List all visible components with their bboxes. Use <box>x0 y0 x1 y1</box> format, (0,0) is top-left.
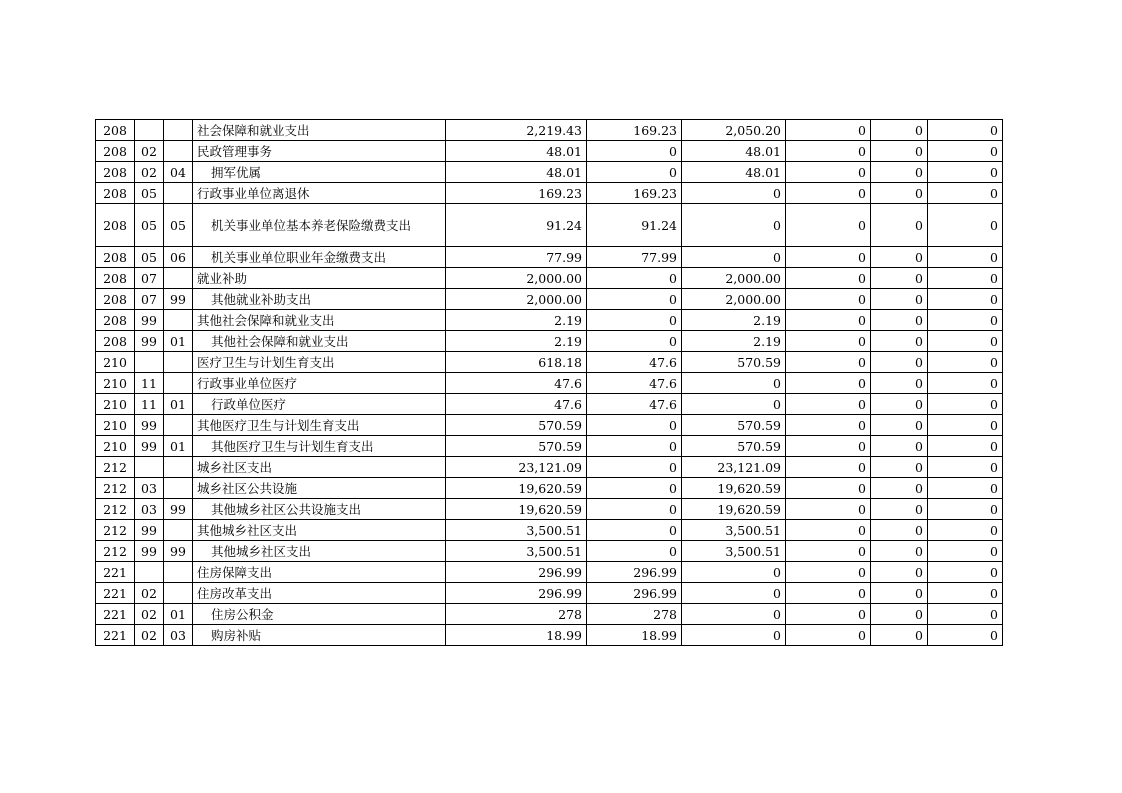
subject-name-text: 其他就业补助支出 <box>211 291 312 307</box>
amount-cell-6: 0 <box>928 247 1003 268</box>
amount-cell-4: 0 <box>786 604 871 625</box>
basic-expenditure-cell: 0 <box>587 478 682 499</box>
basic-expenditure-cell: 0 <box>587 520 682 541</box>
item-code-cell <box>164 268 193 289</box>
item-code-cell <box>164 583 193 604</box>
amount-cell-4: 0 <box>786 583 871 604</box>
total-amount-cell: 2,000.00 <box>446 268 587 289</box>
item-code-cell <box>164 373 193 394</box>
table-row <box>96 310 1003 331</box>
amount-cell-4: 0 <box>786 183 871 204</box>
amount-cell-4: 0 <box>786 310 871 331</box>
amount-cell-5: 0 <box>871 541 928 562</box>
amount-cell-6: 0 <box>928 457 1003 478</box>
basic-expenditure-cell: 0 <box>587 162 682 183</box>
basic-expenditure-cell: 278 <box>587 604 682 625</box>
total-amount-cell: 296.99 <box>446 562 587 583</box>
item-code-cell <box>164 478 193 499</box>
section-code-cell: 99 <box>135 310 164 331</box>
class-code-cell: 208 <box>96 183 135 204</box>
subject-name-cell <box>193 583 446 604</box>
section-code-cell: 05 <box>135 183 164 204</box>
subject-name-text: 其他城乡社区公共设施支出 <box>211 501 362 517</box>
subject-name-cell <box>193 141 446 162</box>
amount-cell-6: 0 <box>928 436 1003 457</box>
class-code-cell: 208 <box>96 289 135 310</box>
class-code-cell: 221 <box>96 604 135 625</box>
class-code-cell: 212 <box>96 520 135 541</box>
total-amount-cell: 23,121.09 <box>446 457 587 478</box>
basic-expenditure-cell: 47.6 <box>587 352 682 373</box>
total-amount-cell: 19,620.59 <box>446 499 587 520</box>
item-code-cell <box>164 183 193 204</box>
subject-name-text: 其他医疗卫生与计划生育支出 <box>211 438 374 454</box>
amount-cell-6: 0 <box>928 310 1003 331</box>
class-code-cell: 208 <box>96 268 135 289</box>
section-code-cell: 02 <box>135 141 164 162</box>
project-expenditure-cell: 570.59 <box>682 436 786 457</box>
table-row <box>96 625 1003 646</box>
project-expenditure-cell: 3,500.51 <box>682 520 786 541</box>
item-code-cell: 99 <box>164 499 193 520</box>
amount-cell-5: 0 <box>871 604 928 625</box>
section-code-cell: 99 <box>135 520 164 541</box>
amount-cell-4: 0 <box>786 394 871 415</box>
project-expenditure-cell: 0 <box>682 394 786 415</box>
total-amount-cell: 278 <box>446 604 587 625</box>
project-expenditure-cell: 0 <box>682 625 786 646</box>
item-code-cell <box>164 352 193 373</box>
subject-name-cell <box>193 520 446 541</box>
amount-cell-6: 0 <box>928 583 1003 604</box>
amount-cell-4: 0 <box>786 625 871 646</box>
subject-name-text: 社会保障和就业支出 <box>197 122 310 138</box>
amount-cell-6: 0 <box>928 120 1003 141</box>
basic-expenditure-cell: 0 <box>587 415 682 436</box>
amount-cell-4: 0 <box>786 268 871 289</box>
subject-name-cell <box>193 478 446 499</box>
total-amount-cell: 2,000.00 <box>446 289 587 310</box>
table-row <box>96 436 1003 457</box>
section-code-cell: 99 <box>135 541 164 562</box>
amount-cell-5: 0 <box>871 204 928 247</box>
section-code-cell: 07 <box>135 289 164 310</box>
project-expenditure-cell: 0 <box>682 183 786 204</box>
subject-name-cell <box>193 120 446 141</box>
section-code-cell: 11 <box>135 373 164 394</box>
amount-cell-5: 0 <box>871 141 928 162</box>
subject-name-text: 其他医疗卫生与计划生育支出 <box>197 417 360 433</box>
section-code-cell: 05 <box>135 247 164 268</box>
subject-name-cell <box>193 499 446 520</box>
total-amount-cell: 169.23 <box>446 183 587 204</box>
class-code-cell: 208 <box>96 331 135 352</box>
section-code-cell <box>135 457 164 478</box>
basic-expenditure-cell: 0 <box>587 268 682 289</box>
subject-name-text: 民政管理事务 <box>197 143 273 159</box>
subject-name-cell <box>193 204 446 247</box>
item-code-cell: 99 <box>164 289 193 310</box>
table-row <box>96 373 1003 394</box>
table-row <box>96 183 1003 204</box>
class-code-cell: 208 <box>96 247 135 268</box>
basic-expenditure-cell: 77.99 <box>587 247 682 268</box>
item-code-cell: 01 <box>164 604 193 625</box>
section-code-cell: 07 <box>135 268 164 289</box>
class-code-cell: 210 <box>96 352 135 373</box>
amount-cell-5: 0 <box>871 436 928 457</box>
subject-name-text: 住房改革支出 <box>197 585 273 601</box>
section-code-cell: 02 <box>135 162 164 183</box>
total-amount-cell: 48.01 <box>446 162 587 183</box>
section-code-cell: 02 <box>135 583 164 604</box>
subject-name-cell <box>193 268 446 289</box>
project-expenditure-cell: 570.59 <box>682 352 786 373</box>
subject-name-text: 购房补贴 <box>211 627 262 643</box>
basic-expenditure-cell: 18.99 <box>587 625 682 646</box>
project-expenditure-cell: 3,500.51 <box>682 541 786 562</box>
subject-name-text: 机关事业单位职业年金缴费支出 <box>211 249 387 265</box>
table-row <box>96 120 1003 141</box>
table-row <box>96 162 1003 183</box>
project-expenditure-cell: 23,121.09 <box>682 457 786 478</box>
basic-expenditure-cell: 169.23 <box>587 120 682 141</box>
amount-cell-4: 0 <box>786 141 871 162</box>
table-row <box>96 520 1003 541</box>
amount-cell-4: 0 <box>786 247 871 268</box>
subject-name-text: 就业补助 <box>197 270 248 286</box>
total-amount-cell: 91.24 <box>446 204 587 247</box>
class-code-cell: 221 <box>96 625 135 646</box>
amount-cell-4: 0 <box>786 289 871 310</box>
project-expenditure-cell: 2.19 <box>682 310 786 331</box>
subject-name-text: 其他城乡社区支出 <box>197 522 298 538</box>
item-code-cell <box>164 141 193 162</box>
basic-expenditure-cell: 0 <box>587 457 682 478</box>
item-code-cell: 03 <box>164 625 193 646</box>
total-amount-cell: 2.19 <box>446 331 587 352</box>
amount-cell-5: 0 <box>871 268 928 289</box>
table-row <box>96 204 1003 247</box>
item-code-cell: 05 <box>164 204 193 247</box>
amount-cell-5: 0 <box>871 162 928 183</box>
basic-expenditure-cell: 91.24 <box>587 204 682 247</box>
project-expenditure-cell: 2,000.00 <box>682 289 786 310</box>
project-expenditure-cell: 0 <box>682 247 786 268</box>
class-code-cell: 221 <box>96 562 135 583</box>
item-code-cell <box>164 310 193 331</box>
item-code-cell: 01 <box>164 331 193 352</box>
subject-name-cell <box>193 373 446 394</box>
amount-cell-6: 0 <box>928 394 1003 415</box>
table-row <box>96 604 1003 625</box>
amount-cell-6: 0 <box>928 204 1003 247</box>
project-expenditure-cell: 0 <box>682 583 786 604</box>
amount-cell-6: 0 <box>928 625 1003 646</box>
amount-cell-5: 0 <box>871 352 928 373</box>
amount-cell-5: 0 <box>871 331 928 352</box>
amount-cell-5: 0 <box>871 562 928 583</box>
table-row <box>96 268 1003 289</box>
subject-name-cell <box>193 394 446 415</box>
total-amount-cell: 296.99 <box>446 583 587 604</box>
class-code-cell: 208 <box>96 310 135 331</box>
basic-expenditure-cell: 0 <box>587 499 682 520</box>
item-code-cell: 01 <box>164 436 193 457</box>
subject-name-cell <box>193 247 446 268</box>
class-code-cell: 210 <box>96 415 135 436</box>
budget-expenditure-table <box>95 119 1003 646</box>
item-code-cell <box>164 120 193 141</box>
total-amount-cell: 48.01 <box>446 141 587 162</box>
total-amount-cell: 77.99 <box>446 247 587 268</box>
table-row <box>96 394 1003 415</box>
subject-name-text: 行政单位医疗 <box>211 396 287 412</box>
section-code-cell: 99 <box>135 415 164 436</box>
amount-cell-4: 0 <box>786 331 871 352</box>
total-amount-cell: 3,500.51 <box>446 520 587 541</box>
total-amount-cell: 18.99 <box>446 625 587 646</box>
project-expenditure-cell: 0 <box>682 562 786 583</box>
class-code-cell: 212 <box>96 541 135 562</box>
subject-name-cell <box>193 289 446 310</box>
amount-cell-4: 0 <box>786 352 871 373</box>
total-amount-cell: 47.6 <box>446 373 587 394</box>
total-amount-cell: 47.6 <box>446 394 587 415</box>
table-row <box>96 499 1003 520</box>
amount-cell-5: 0 <box>871 499 928 520</box>
basic-expenditure-cell: 0 <box>587 141 682 162</box>
amount-cell-5: 0 <box>871 183 928 204</box>
amount-cell-5: 0 <box>871 310 928 331</box>
basic-expenditure-cell: 0 <box>587 310 682 331</box>
project-expenditure-cell: 2,000.00 <box>682 268 786 289</box>
subject-name-cell <box>193 162 446 183</box>
class-code-cell: 212 <box>96 478 135 499</box>
amount-cell-5: 0 <box>871 583 928 604</box>
item-code-cell: 01 <box>164 394 193 415</box>
amount-cell-6: 0 <box>928 541 1003 562</box>
project-expenditure-cell: 570.59 <box>682 415 786 436</box>
project-expenditure-cell: 2.19 <box>682 331 786 352</box>
subject-name-cell <box>193 415 446 436</box>
table-body <box>96 120 1003 646</box>
class-code-cell: 208 <box>96 204 135 247</box>
project-expenditure-cell: 0 <box>682 604 786 625</box>
amount-cell-4: 0 <box>786 478 871 499</box>
subject-name-text: 医疗卫生与计划生育支出 <box>197 354 335 370</box>
class-code-cell: 212 <box>96 457 135 478</box>
subject-name-cell <box>193 352 446 373</box>
section-code-cell <box>135 562 164 583</box>
amount-cell-6: 0 <box>928 162 1003 183</box>
amount-cell-4: 0 <box>786 415 871 436</box>
item-code-cell: 99 <box>164 541 193 562</box>
total-amount-cell: 2,219.43 <box>446 120 587 141</box>
subject-name-text: 其他社会保障和就业支出 <box>197 312 335 328</box>
table-row <box>96 289 1003 310</box>
item-code-cell <box>164 562 193 583</box>
amount-cell-5: 0 <box>871 373 928 394</box>
section-code-cell: 03 <box>135 478 164 499</box>
subject-name-text: 其他社会保障和就业支出 <box>211 333 349 349</box>
class-code-cell: 208 <box>96 162 135 183</box>
section-code-cell: 03 <box>135 499 164 520</box>
amount-cell-6: 0 <box>928 520 1003 541</box>
total-amount-cell: 19,620.59 <box>446 478 587 499</box>
basic-expenditure-cell: 47.6 <box>587 373 682 394</box>
section-code-cell: 11 <box>135 394 164 415</box>
basic-expenditure-cell: 169.23 <box>587 183 682 204</box>
amount-cell-6: 0 <box>928 562 1003 583</box>
project-expenditure-cell: 19,620.59 <box>682 478 786 499</box>
total-amount-cell: 570.59 <box>446 415 587 436</box>
basic-expenditure-cell: 0 <box>587 436 682 457</box>
table-row <box>96 141 1003 162</box>
basic-expenditure-cell: 296.99 <box>587 583 682 604</box>
amount-cell-4: 0 <box>786 541 871 562</box>
subject-name-text: 城乡社区支出 <box>197 459 273 475</box>
table-row <box>96 247 1003 268</box>
subject-name-text: 住房公积金 <box>211 606 274 622</box>
amount-cell-6: 0 <box>928 373 1003 394</box>
section-code-cell: 02 <box>135 604 164 625</box>
amount-cell-4: 0 <box>786 520 871 541</box>
amount-cell-5: 0 <box>871 457 928 478</box>
amount-cell-4: 0 <box>786 162 871 183</box>
section-code-cell: 05 <box>135 204 164 247</box>
subject-name-cell <box>193 310 446 331</box>
section-code-cell <box>135 352 164 373</box>
table-row <box>96 331 1003 352</box>
project-expenditure-cell: 48.01 <box>682 162 786 183</box>
amount-cell-5: 0 <box>871 289 928 310</box>
total-amount-cell: 570.59 <box>446 436 587 457</box>
section-code-cell: 99 <box>135 331 164 352</box>
item-code-cell <box>164 415 193 436</box>
basic-expenditure-cell: 296.99 <box>587 562 682 583</box>
project-expenditure-cell: 19,620.59 <box>682 499 786 520</box>
table-row <box>96 352 1003 373</box>
subject-name-cell <box>193 436 446 457</box>
project-expenditure-cell: 0 <box>682 373 786 394</box>
item-code-cell <box>164 520 193 541</box>
class-code-cell: 210 <box>96 394 135 415</box>
section-code-cell: 99 <box>135 436 164 457</box>
basic-expenditure-cell: 0 <box>587 331 682 352</box>
amount-cell-4: 0 <box>786 436 871 457</box>
amount-cell-6: 0 <box>928 268 1003 289</box>
table-row <box>96 415 1003 436</box>
amount-cell-6: 0 <box>928 499 1003 520</box>
total-amount-cell: 2.19 <box>446 310 587 331</box>
subject-name-cell <box>193 331 446 352</box>
amount-cell-6: 0 <box>928 604 1003 625</box>
item-code-cell: 06 <box>164 247 193 268</box>
basic-expenditure-cell: 47.6 <box>587 394 682 415</box>
amount-cell-6: 0 <box>928 331 1003 352</box>
amount-cell-6: 0 <box>928 289 1003 310</box>
project-expenditure-cell: 2,050.20 <box>682 120 786 141</box>
class-code-cell: 210 <box>96 436 135 457</box>
amount-cell-5: 0 <box>871 120 928 141</box>
amount-cell-5: 0 <box>871 478 928 499</box>
amount-cell-6: 0 <box>928 352 1003 373</box>
section-code-cell <box>135 120 164 141</box>
amount-cell-5: 0 <box>871 625 928 646</box>
class-code-cell: 208 <box>96 120 135 141</box>
item-code-cell: 04 <box>164 162 193 183</box>
total-amount-cell: 618.18 <box>446 352 587 373</box>
class-code-cell: 212 <box>96 499 135 520</box>
table-row <box>96 457 1003 478</box>
subject-name-text: 拥军优属 <box>211 164 262 180</box>
table-row <box>96 541 1003 562</box>
table-row <box>96 478 1003 499</box>
class-code-cell: 221 <box>96 583 135 604</box>
subject-name-cell <box>193 562 446 583</box>
class-code-cell: 208 <box>96 141 135 162</box>
subject-name-text: 其他城乡社区支出 <box>211 543 312 559</box>
item-code-cell <box>164 457 193 478</box>
subject-name-cell <box>193 541 446 562</box>
amount-cell-5: 0 <box>871 394 928 415</box>
amount-cell-5: 0 <box>871 520 928 541</box>
subject-name-cell <box>193 604 446 625</box>
amount-cell-4: 0 <box>786 120 871 141</box>
subject-name-text: 行政事业单位离退休 <box>197 185 310 201</box>
amount-cell-5: 0 <box>871 415 928 436</box>
amount-cell-4: 0 <box>786 373 871 394</box>
section-code-cell: 02 <box>135 625 164 646</box>
amount-cell-4: 0 <box>786 204 871 247</box>
basic-expenditure-cell: 0 <box>587 289 682 310</box>
amount-cell-4: 0 <box>786 457 871 478</box>
class-code-cell: 210 <box>96 373 135 394</box>
amount-cell-6: 0 <box>928 183 1003 204</box>
amount-cell-6: 0 <box>928 415 1003 436</box>
subject-name-cell <box>193 625 446 646</box>
table-row <box>96 562 1003 583</box>
amount-cell-4: 0 <box>786 562 871 583</box>
table-row <box>96 583 1003 604</box>
subject-name-text: 住房保障支出 <box>197 564 273 580</box>
project-expenditure-cell: 48.01 <box>682 141 786 162</box>
subject-name-text: 机关事业单位基本养老保险缴费支出 <box>211 217 412 233</box>
subject-name-text: 城乡社区公共设施 <box>197 480 298 496</box>
subject-name-cell <box>193 183 446 204</box>
project-expenditure-cell: 0 <box>682 204 786 247</box>
amount-cell-6: 0 <box>928 141 1003 162</box>
basic-expenditure-cell: 0 <box>587 541 682 562</box>
amount-cell-4: 0 <box>786 499 871 520</box>
amount-cell-6: 0 <box>928 478 1003 499</box>
total-amount-cell: 3,500.51 <box>446 541 587 562</box>
subject-name-cell <box>193 457 446 478</box>
subject-name-text: 行政事业单位医疗 <box>197 375 298 391</box>
amount-cell-5: 0 <box>871 247 928 268</box>
